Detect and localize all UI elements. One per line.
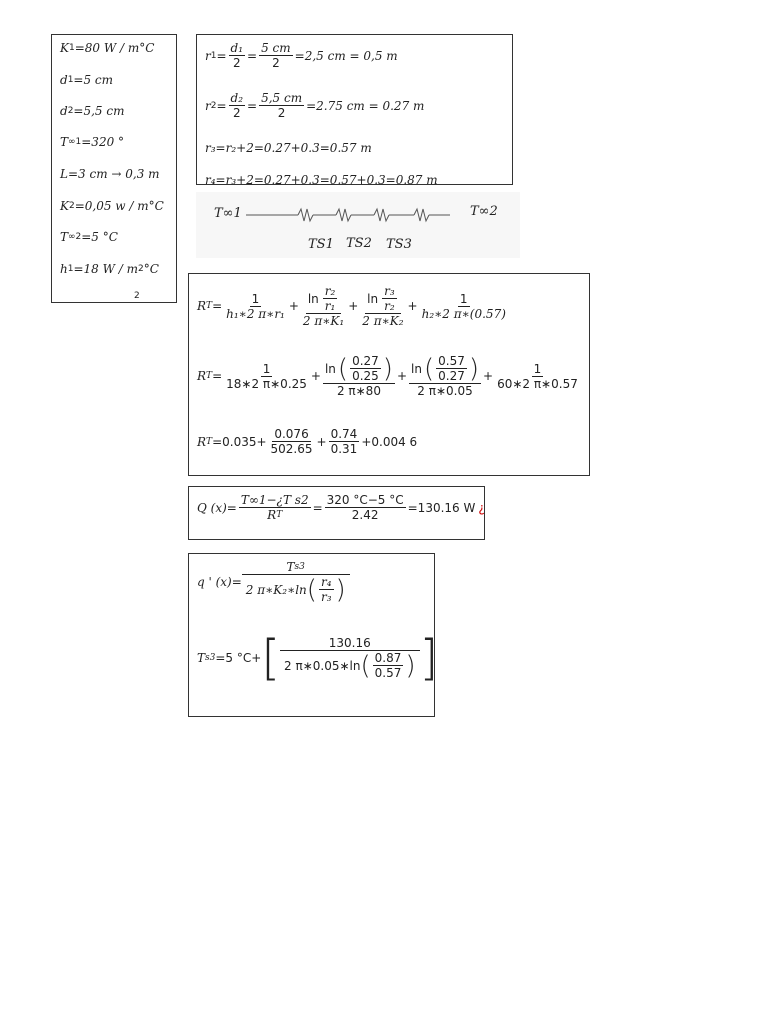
r4-equation-cut: r₄=r₃+2=0.27+0.3=0.57+0.3=0.87 m [205,173,438,187]
cut-off-text: 2 [134,291,140,301]
givens-box [51,34,177,303]
q-prime-equation: q ' (x)= T s3 2 π∗K₂∗ln ( $\frac{\text{r₄}}{\text{r₃}}$ ) [197,560,350,604]
t-inf2-label: T∞2 [470,204,498,219]
thermal-circuit [196,192,520,258]
given-k2: K 2 =0,05 w / m°C [60,199,164,213]
given-h1: h 1 =18 W / m 2 °C [60,262,159,276]
r2-equation: r 2 = $\frac{\text{d₂}}{2}$ = $\frac{5,5 cm}{2}$ =2.75 cm = 0.27 m [205,91,425,120]
rt-symbolic-equation: R T = $\frac{1}{\text{h₁∗2 π∗r₁}}$ + ln $\frac{\text{r₂}}{\text{r₁}}$ 2 π∗K₁ + ln $\frac{\text{r₃}}{\text{r₂}}$ 2 π∗K₂ + $\frac{1}{\text{h₂∗2 π∗(0.57)}}$ [197,284,506,328]
given-d2: d 2 =5,5 cm [60,104,125,118]
rt-simplified-equation: R T =0.035+ $\frac{0.076}{502.65}$ + $\frac{0.74}{0.31}$ +0.004 6 [197,427,418,456]
given-tinf2: T ∞2 =5 °C [60,230,118,244]
r3-equation: r₃=r₂+2=0.27+0.3=0.57 m [205,141,372,155]
r1-fraction-b: $\frac{5 cm}{2}$ [261,41,291,70]
given-k1: K 1 =80 W / m°C [60,41,155,55]
r2-fraction-a: $\frac{\text{d₂}}{2}$ [230,91,244,120]
ts2-label: TS2 [346,236,372,251]
ts3-equation: T s3 =5 °C+ [ 130.16 2 π∗0.05∗ln ( $\frac{0.87}{0.57}$ ) ] [197,630,439,686]
t-inf1-label: T∞1 [214,206,242,221]
radii-box [196,34,513,185]
r2-fraction-b: $\frac{5,5 cm}{2}$ [261,91,303,120]
ts1-label: TS1 [308,237,334,252]
given-tinf1: T ∞1 =320 ° [60,135,125,149]
ts3-box [188,553,439,717]
r1-equation: r 1 = $\frac{\text{d₁}}{2}$ = $\frac{5 cm}{2}$ =2,5 cm = 0,5 m [205,41,398,70]
heat-flow-box [188,486,485,540]
ts3-label: TS3 [386,237,412,252]
rt-numeric-equation: R T = $\frac{1}{18∗2 \pi∗0.25}$ + ln ( $\frac{0.27}{0.25}$ ) 2 π∗80 + ln ( $\frac{0.57}{0.27}$ ) 2 π∗0.05 + $\frac{1}{60∗2 \pi∗0.57}$ [197,353,578,398]
given-d1: d 1 =5 cm [60,73,114,87]
given-length: L =3 cm → 0,3 m [60,167,160,181]
resistance-box [188,273,590,476]
heat-flow-equation: Q (x)= T∞1−¿T s2 R T = $\frac{320 ^\circ C-5 ^\circ C}{2.42}$ =130.16 W ¿ [197,493,485,522]
r1-fraction-a: $\frac{\text{d₁}}{2}$ [230,41,244,70]
